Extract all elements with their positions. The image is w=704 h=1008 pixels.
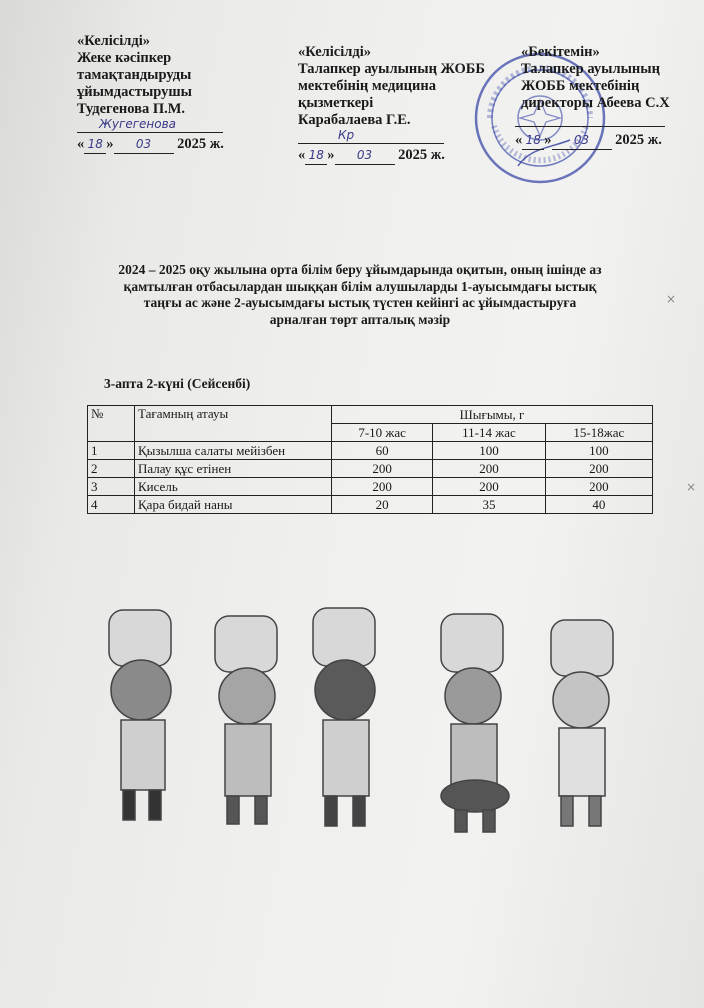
row-value: 40 [545, 496, 652, 514]
title-line: қамтылған отбасылардан шыққан білім алушыларды 1-ауысымдағы ыстық [123, 278, 597, 294]
header-age-group: 15-18жас [545, 424, 652, 442]
row-num: 3 [88, 478, 135, 496]
approval-date: « 18 » 03 2025 ж. [515, 132, 662, 148]
menu-table [87, 405, 653, 514]
row-value: 200 [332, 478, 433, 496]
row-value: 60 [332, 442, 433, 460]
approval-heading: «Келісілді» [298, 44, 372, 60]
approval-line: мектебінің медицина [298, 78, 436, 94]
row-num: 2 [88, 460, 135, 478]
table-row [88, 442, 653, 460]
handwritten-signature: Кр [338, 128, 355, 142]
approval-line: ұйымдастырушы [77, 84, 192, 100]
chef-kids-illustration-icon [95, 600, 655, 850]
title-line: арналған төрт апталық мәзір [269, 311, 451, 327]
row-dish: Қызылша салаты мейізбен [135, 442, 332, 460]
signature-line [298, 143, 444, 144]
approval-line: ЖОББ мектебінің [521, 78, 640, 94]
date-month: 03 [114, 136, 174, 154]
week-day-label: 3-апта 2-күні (Сейсенбі) [104, 376, 251, 391]
title-line: таңғы ас және 2-ауысымдағы ыстық түстен кейінгі ас ұйымдастыруға [143, 295, 577, 310]
table-row [88, 478, 653, 496]
approval-heading: «Бекітемін» [521, 44, 600, 60]
date-month: 03 [552, 132, 612, 150]
row-value: 35 [433, 496, 545, 514]
margin-mark: × [666, 292, 677, 306]
signature-line [515, 126, 665, 127]
margin-mark: × [686, 480, 697, 494]
approval-heading: «Келісілді» [77, 33, 151, 49]
document-title [60, 262, 660, 328]
title-line: 2024 – 2025 оқу жылына орта білім беру ұйымдарында оқитын, оның ішінде аз [118, 262, 602, 277]
date-day: 18 [84, 136, 106, 154]
row-value: 200 [332, 460, 433, 478]
header-dish-name: Тағамның атауы [135, 406, 332, 442]
row-dish: Қара бидай наны [135, 496, 332, 514]
header-output: Шығымы, г [332, 406, 653, 424]
date-year: 2025 ж. [398, 147, 445, 163]
approval-line: Талапкер ауылының ЖОББ [298, 61, 485, 77]
date-year: 2025 ж. [177, 136, 224, 152]
approval-line: қызметкері [298, 95, 374, 111]
row-num: 4 [88, 496, 135, 514]
row-value: 200 [433, 478, 545, 496]
handwritten-signature: Жугегенова [99, 117, 177, 131]
approval-line: Жеке кәсіпкер [77, 50, 172, 66]
row-value: 100 [545, 442, 652, 460]
row-dish: Палау құс етінен [135, 460, 332, 478]
row-value: 20 [332, 496, 433, 514]
date-day: 18 [305, 147, 327, 165]
row-dish: Кисель [135, 478, 332, 496]
date-day: 18 [522, 132, 544, 150]
date-month: 03 [335, 147, 395, 165]
header-num: № [88, 406, 135, 442]
approval-line: Карабалаева Г.Е. [298, 112, 411, 128]
approval-block-right [515, 44, 670, 150]
row-value: 200 [433, 460, 545, 478]
row-value: 200 [545, 460, 652, 478]
table-row [88, 496, 653, 514]
row-num: 1 [88, 442, 135, 460]
approval-line: Тудегенова П.М. [77, 101, 186, 117]
signature-line [77, 132, 223, 133]
date-year: 2025 ж. [615, 132, 662, 148]
approval-line: Талапкер ауылының [521, 61, 660, 77]
approval-block-middle [298, 44, 485, 165]
header-age-group: 11-14 жас [433, 424, 545, 442]
approval-date: « 18 » 03 2025 ж. [298, 147, 445, 163]
approval-line: тамақтандыруды [77, 67, 192, 83]
approval-block-left [77, 33, 224, 154]
row-value: 100 [433, 442, 545, 460]
approval-line: директоры Абеева С.Х [521, 95, 670, 111]
approval-date: « 18 » 03 2025 ж. [77, 136, 224, 152]
row-value: 200 [545, 478, 652, 496]
table-row [88, 460, 653, 478]
header-age-group: 7-10 жас [332, 424, 433, 442]
